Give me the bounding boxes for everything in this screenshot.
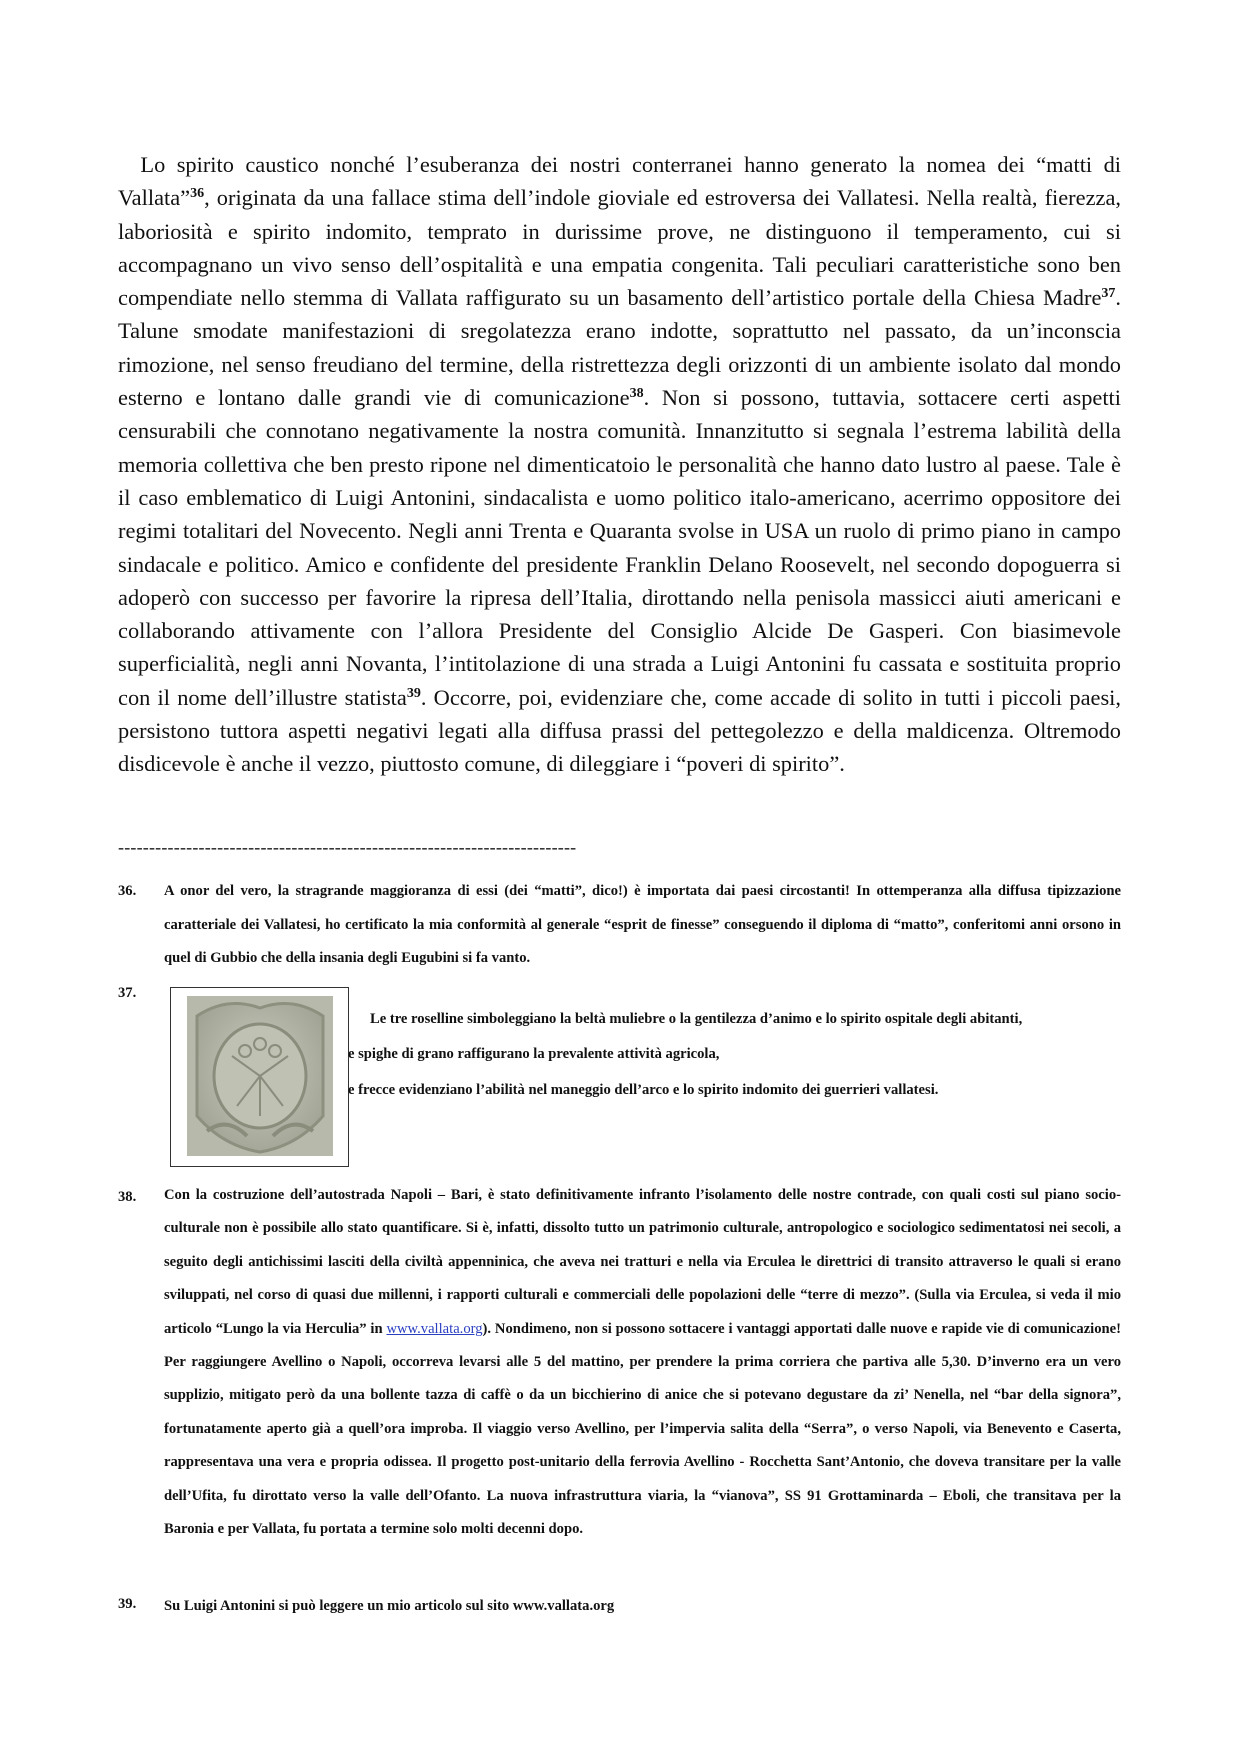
footnote-ref-38[interactable]: 38 <box>629 386 644 402</box>
main-paragraph <box>118 148 1121 781</box>
paragraph-text: Lo spirito caustico nonché l’esuberanza dei nostri conterranei hanno generato la nomea dei “matti di Vallata” <box>118 152 1121 211</box>
paragraph-text: , originata da una fallace stima dell’indole gioviale ed estroversa dei Vallatesi. Nella realtà, fierezza, laboriosità e spirito indomito, temprato in durissime prove, ne distinguono il temperamento, cui si accompagnano un vivo senso dell’ospitalità e una empatia congenita. Tali peculiari caratteristiche sono ben compendiate nello stemma di Vallata raffigurato su un basamento dell’artistico portale della Chiesa Madre <box>118 185 1121 311</box>
footnote-text: Su Luigi Antonini si può leggere un mio articolo sul sito www.vallata.org <box>164 1598 615 1614</box>
footnote-number: 36. <box>118 883 137 899</box>
footnote-line: e frecce evidenziano l’abilità nel maneggio dell’arco e lo spirito indomito dei guerrieri vallatesi. <box>348 1082 939 1098</box>
vallata-link[interactable]: www.vallata.org <box>386 1320 483 1337</box>
footnote-number: 38. <box>118 1189 137 1205</box>
footnote-number: 37. <box>118 985 137 1001</box>
footnote-separator: -------------------------------------------------------------------------- <box>118 837 577 857</box>
footnote-number: 39. <box>118 1596 137 1612</box>
footnote-line: e spighe di grano raffigurano la prevalente attività agricola, <box>348 1046 720 1062</box>
footnote-ref-36[interactable]: 36 <box>190 186 205 202</box>
paragraph-text: . Non si possono, tuttavia, sottacere certi aspetti censurabili che connotano negativamente la nostra comunità. Innanzitutto si segnala l’estrema labilità della memoria collettiva che ben presto ripone nel dimenticatoio le personalità che hanno dato lustro al paese. Tale è il caso emblematico di Luigi Antonini, sindacalista e uomo politico italo-americano, acerrimo oppositore dei regimi totalitari del Novecento. Negli anni Trenta e Quaranta svolse in USA un ruolo di primo piano in campo sindacale e politico. Amico e confidente del presidente Franklin Delano Roosevelt, nel secondo dopoguerra si adoperò con successo per favorire la ripresa dell’Italia, dirottando nella penisola massicci aiuti americani e collaborando attivamente con l’allora Presidente del Consiglio Alcide De Gasperi. Con biasimevole superficialità, negli anni Novanta, l’intitolazione di una strada a Luigi Antonini fu cassata e sostituita proprio con il nome dell’illustre statista <box>118 385 1122 710</box>
paragraph-text: . Occorre, poi, evidenziare che, come accade di solito in tutti i piccoli paesi, persistono tuttora aspetti negativi legati alla diffusa prassi del pettegolezzo e della maldicenza. Oltremodo disdicevole è anche il vezzo, piuttosto comune, di dileggiare i “poveri di spirito”. <box>118 684 1121 777</box>
footnote-text <box>164 1179 1121 1546</box>
coat-of-arms-image <box>170 987 349 1167</box>
coat-of-arms-icon <box>187 996 333 1156</box>
footnote-text: A onor del vero, la stragrande maggioranza di essi (dei “matti”, dico!) è importata dai paesi circostanti! In ottemperanza alla diffusa tipizzazione caratteriale dei Vallatesi, ho certificato la mia conformità al generale “esprit de finesse” conseguendo il diploma di “matto”, conferitomi anni orsono in quel di Gubbio che della insania degli Eugubini si fa vanto. <box>164 883 1121 966</box>
footnote-line: Le tre roselline simboleggiano la beltà muliebre o la gentilezza d’animo e lo spirito ospitale degli abitanti, <box>370 1011 1023 1027</box>
footnote-ref-39[interactable]: 39 <box>406 685 421 701</box>
paragraph-text: . Talune smodate manifestazioni di sregolatezza erano indotte, soprattutto nel passato, da un’inconscia rimozione, nel senso freudiano del termine, della ristrettezza degli orizzonti di un ambiente isolato dal mondo esterno e lontano dalle grandi vie di comunicazione <box>118 285 1121 411</box>
footnote-text-part: Con la costruzione dell’autostrada Napoli – Bari, è stato definitivamente infranto l’isolamento delle nostre contrade, con quali costi sul piano socio-culturale non è possibile allo stato quantificare. Si è, infatti, dissolto tutto un patrimonio culturale, antropologico e sociologico sedimentatosi nei secoli, a seguito degli antichissimi lasciti della civiltà appenninica, che aveva nei tratturi e nella via Erculea le direttrici di transito attraverso le quali si erano sviluppati, nel corso di quasi due millenni, i rapporti culturali e commerciali delle popolazioni delle “terre di mezzo”. (Sulla via Erculea, si veda il mio articolo “Lungo la via Herculia” in <box>164 1187 1121 1337</box>
footnote-text-part: ). Nondimeno, non si possono sottacere i vantaggi apportati dalle nuove e rapide vie di comunicazione! Per raggiungere Avellino o Napoli, occorreva levarsi alle 5 del mattino, per prendere la prima corriera che partiva alle 5,30. D’inverno era un vero supplizio, mitigato però da una bollente tazza di caffè o da un bicchierino di anice che si potevano degustare da zi’ Nenella, nel “bar della signora”, fortunatamente aperto già a quell’ora improba. Il viaggio verso Avellino, per l’impervia salita della “Serra”, o verso Napoli, via Benevento e Caserta, rappresentava una vera e propria odissea. Il progetto post-unitario della ferrovia Avellino - Rocchetta Sant’Antonio, che doveva transitare per la valle dell’Ufita, fu dirottato verso la valle dell’Ofanto. La nuova infrastruttura viaria, la “vianova”, SS 91 Grottaminarda – Eboli, che transitava per la Baronia e per Vallata, fu portata a termine solo molti decenni dopo. <box>164 1320 1121 1538</box>
footnote-ref-37[interactable]: 37 <box>1101 286 1116 302</box>
